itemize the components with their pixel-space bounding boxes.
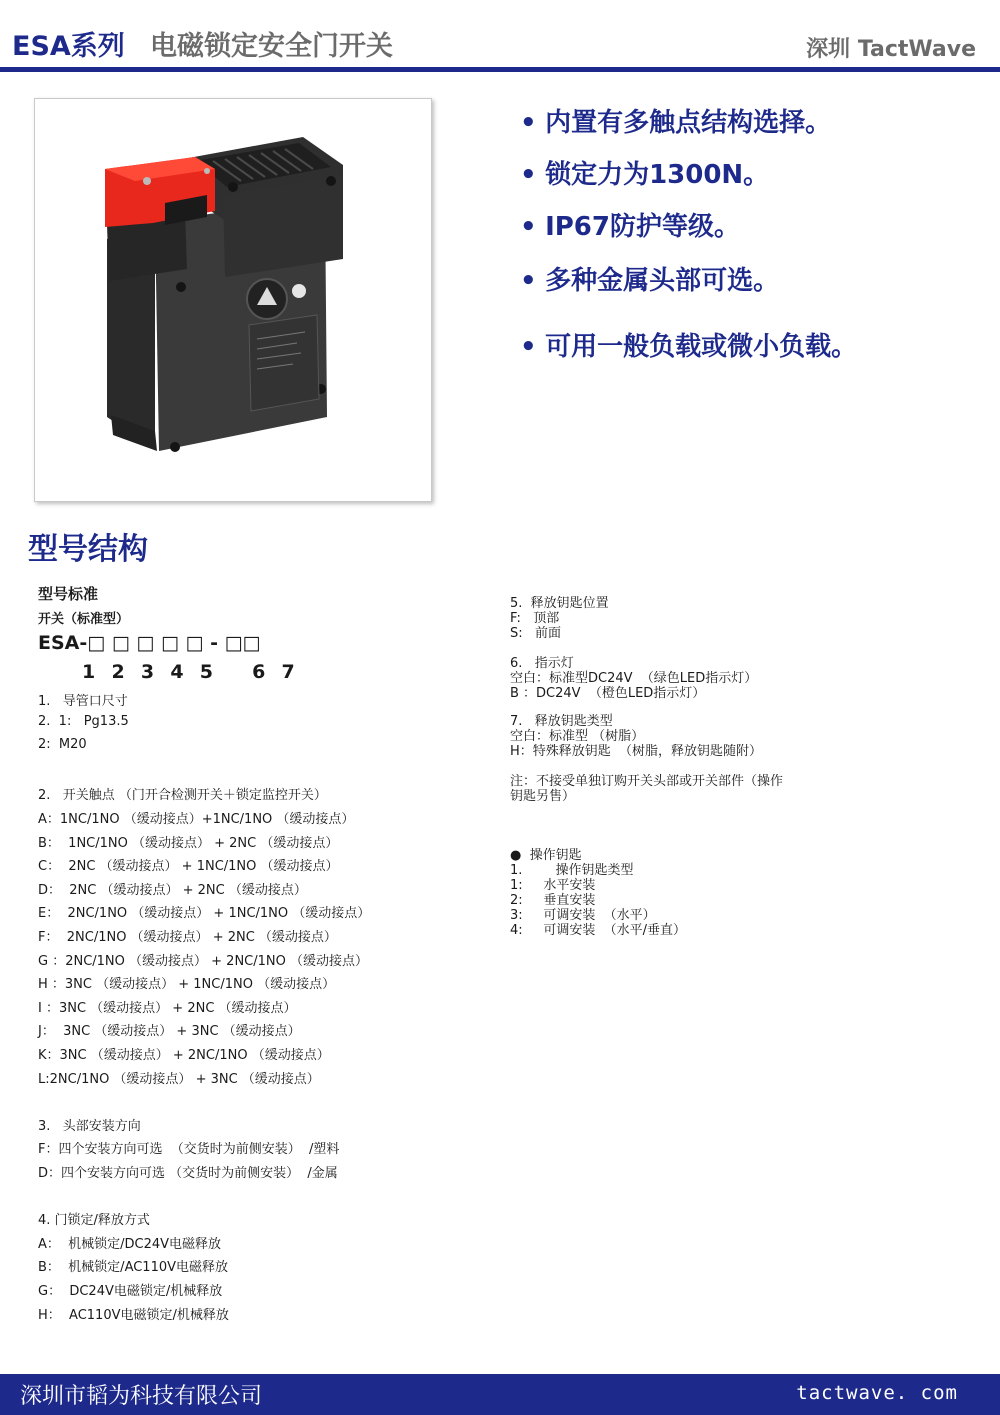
spec-line: A：1NC/1NO （缓动接点）+1NC/1NO （缓动接点） <box>38 812 355 827</box>
spec-line: F：四个安装方向可选 （交货时为前侧安装） /塑料 <box>38 1142 340 1158</box>
spec-line: 4: 可调安装 （水平/垂直） <box>510 923 686 938</box>
bullet-icon: • <box>520 160 537 190</box>
spec-line: 注：不接受单独订购开关头部或开关部件（操作 <box>510 774 784 789</box>
feature-text: 可用一般负载或微小负载。 <box>545 332 858 362</box>
spec-line: I ：3NC （缓动接点） + 2NC （缓动接点） <box>38 1000 297 1016</box>
model-code: ESA-□ □ □ □ □ - □□ <box>38 632 261 654</box>
spec-line: B： 1NC/1NO （缓动接点） + 2NC （缓动接点） <box>38 835 339 851</box>
spec-line: 2: 垂直安装 <box>510 893 596 908</box>
feature-text: 内置有多触点结构选择。 <box>545 108 832 138</box>
spec-line: G ：2NC/1NO （缓动接点） + 2NC/1NO （缓动接点） <box>38 953 368 969</box>
product-subtitle: 电磁锁定安全门开关 <box>150 31 393 62</box>
spec-line: 7. 释放钥匙类型 <box>510 714 613 729</box>
spec-line: J： 3NC （缓动接点） + 3NC （缓动接点） <box>38 1024 301 1040</box>
page-footer <box>0 1374 1000 1415</box>
product-photo <box>34 98 432 502</box>
spec-line: ● 操作钥匙 <box>510 848 582 863</box>
company-name: 深圳市韬为科技有限公司 <box>20 1384 263 1409</box>
feature-item <box>520 260 779 297</box>
spec-line: D：四个安装方向可选 （交货时为前侧安装） /金属 <box>38 1166 338 1181</box>
spec-line: F： 2NC/1NO （缓动接点） + 2NC （缓动接点） <box>38 930 337 945</box>
spec-line: 1. 操作钥匙类型 <box>510 863 634 878</box>
safety-switch-illustration <box>35 99 431 501</box>
spec-line: G： DC24V电磁锁定/机械释放 <box>38 1284 223 1299</box>
series-title: ESA系列 <box>12 31 125 62</box>
feature-item <box>520 206 740 243</box>
bullet-icon: • <box>520 108 537 138</box>
spec-line: D： 2NC （缓动接点） + 2NC （缓动接点） <box>38 882 307 898</box>
spec-line: 4. 门锁定/释放方式 <box>38 1213 150 1229</box>
spec-line: 3. 头部安装方向 <box>38 1118 141 1134</box>
bullet-icon: • <box>520 332 537 362</box>
model-standard-label: 型号标准 <box>38 585 99 603</box>
spec-line: 2. 1: Pg13.5 <box>38 713 129 729</box>
spec-line: H：特殊释放钥匙 （树脂，释放钥匙随附） <box>510 744 763 759</box>
spec-line: 钥匙另售） <box>510 789 576 804</box>
brand-name: 深圳 TactWave <box>806 37 976 62</box>
website-link[interactable]: tactwave. com <box>796 1382 958 1404</box>
spec-line: B： 机械锁定/AC110V电磁释放 <box>38 1260 229 1276</box>
spec-line: 3: 可调安装 （水平） <box>510 908 656 923</box>
spec-line: B ：DC24V （橙色LED指示灯） <box>510 686 706 701</box>
header-rule <box>0 67 1000 72</box>
spec-line: 1: 水平安装 <box>510 878 596 893</box>
feature-text: IP67防护等级。 <box>545 212 740 242</box>
section-title: 型号结构 <box>28 532 148 567</box>
model-code-positions: 1 2 3 4 5 6 7 <box>82 661 296 683</box>
spec-line: 6. 指示灯 <box>510 656 574 671</box>
spec-line: 2: M20 <box>38 737 87 753</box>
spec-line: H： AC110V电磁锁定/机械释放 <box>38 1307 229 1323</box>
spec-line: H ：3NC （缓动接点） + 1NC/1NO （缓动接点） <box>38 977 336 993</box>
spec-line: L:2NC/1NO （缓动接点） + 3NC （缓动接点） <box>38 1071 320 1087</box>
spec-line: E： 2NC/1NO （缓动接点） + 1NC/1NO （缓动接点） <box>38 906 371 922</box>
spec-line: S: 前面 <box>510 626 562 641</box>
page-header <box>0 0 1000 72</box>
spec-line: K：3NC （缓动接点） + 2NC/1NO （缓动接点） <box>38 1048 330 1063</box>
spec-line: C： 2NC （缓动接点） + 1NC/1NO （缓动接点） <box>38 859 339 875</box>
feature-text: 锁定力为1300N。 <box>545 160 770 190</box>
feature-item <box>520 154 769 191</box>
spec-line: 5. 释放钥匙位置 <box>510 596 609 611</box>
spec-line: 空白：标准型 （树脂） <box>510 729 645 744</box>
spec-line: A： 机械锁定/DC24V电磁释放 <box>38 1236 222 1252</box>
bullet-icon: • <box>520 266 537 296</box>
feature-text: 多种金属头部可选。 <box>545 266 780 296</box>
spec-line: 空白：标准型DC24V （绿色LED指示灯） <box>510 671 758 686</box>
bullet-icon: • <box>520 212 537 242</box>
spec-line: 1. 导管口尺寸 <box>38 694 128 709</box>
spec-line: F: 顶部 <box>510 611 560 626</box>
switch-type-label: 开关（标准型） <box>38 612 130 627</box>
feature-item <box>520 326 857 363</box>
spec-line: 2. 开关触点 （门开合检测开关＋锁定监控开关） <box>38 788 327 804</box>
feature-item <box>520 102 831 139</box>
